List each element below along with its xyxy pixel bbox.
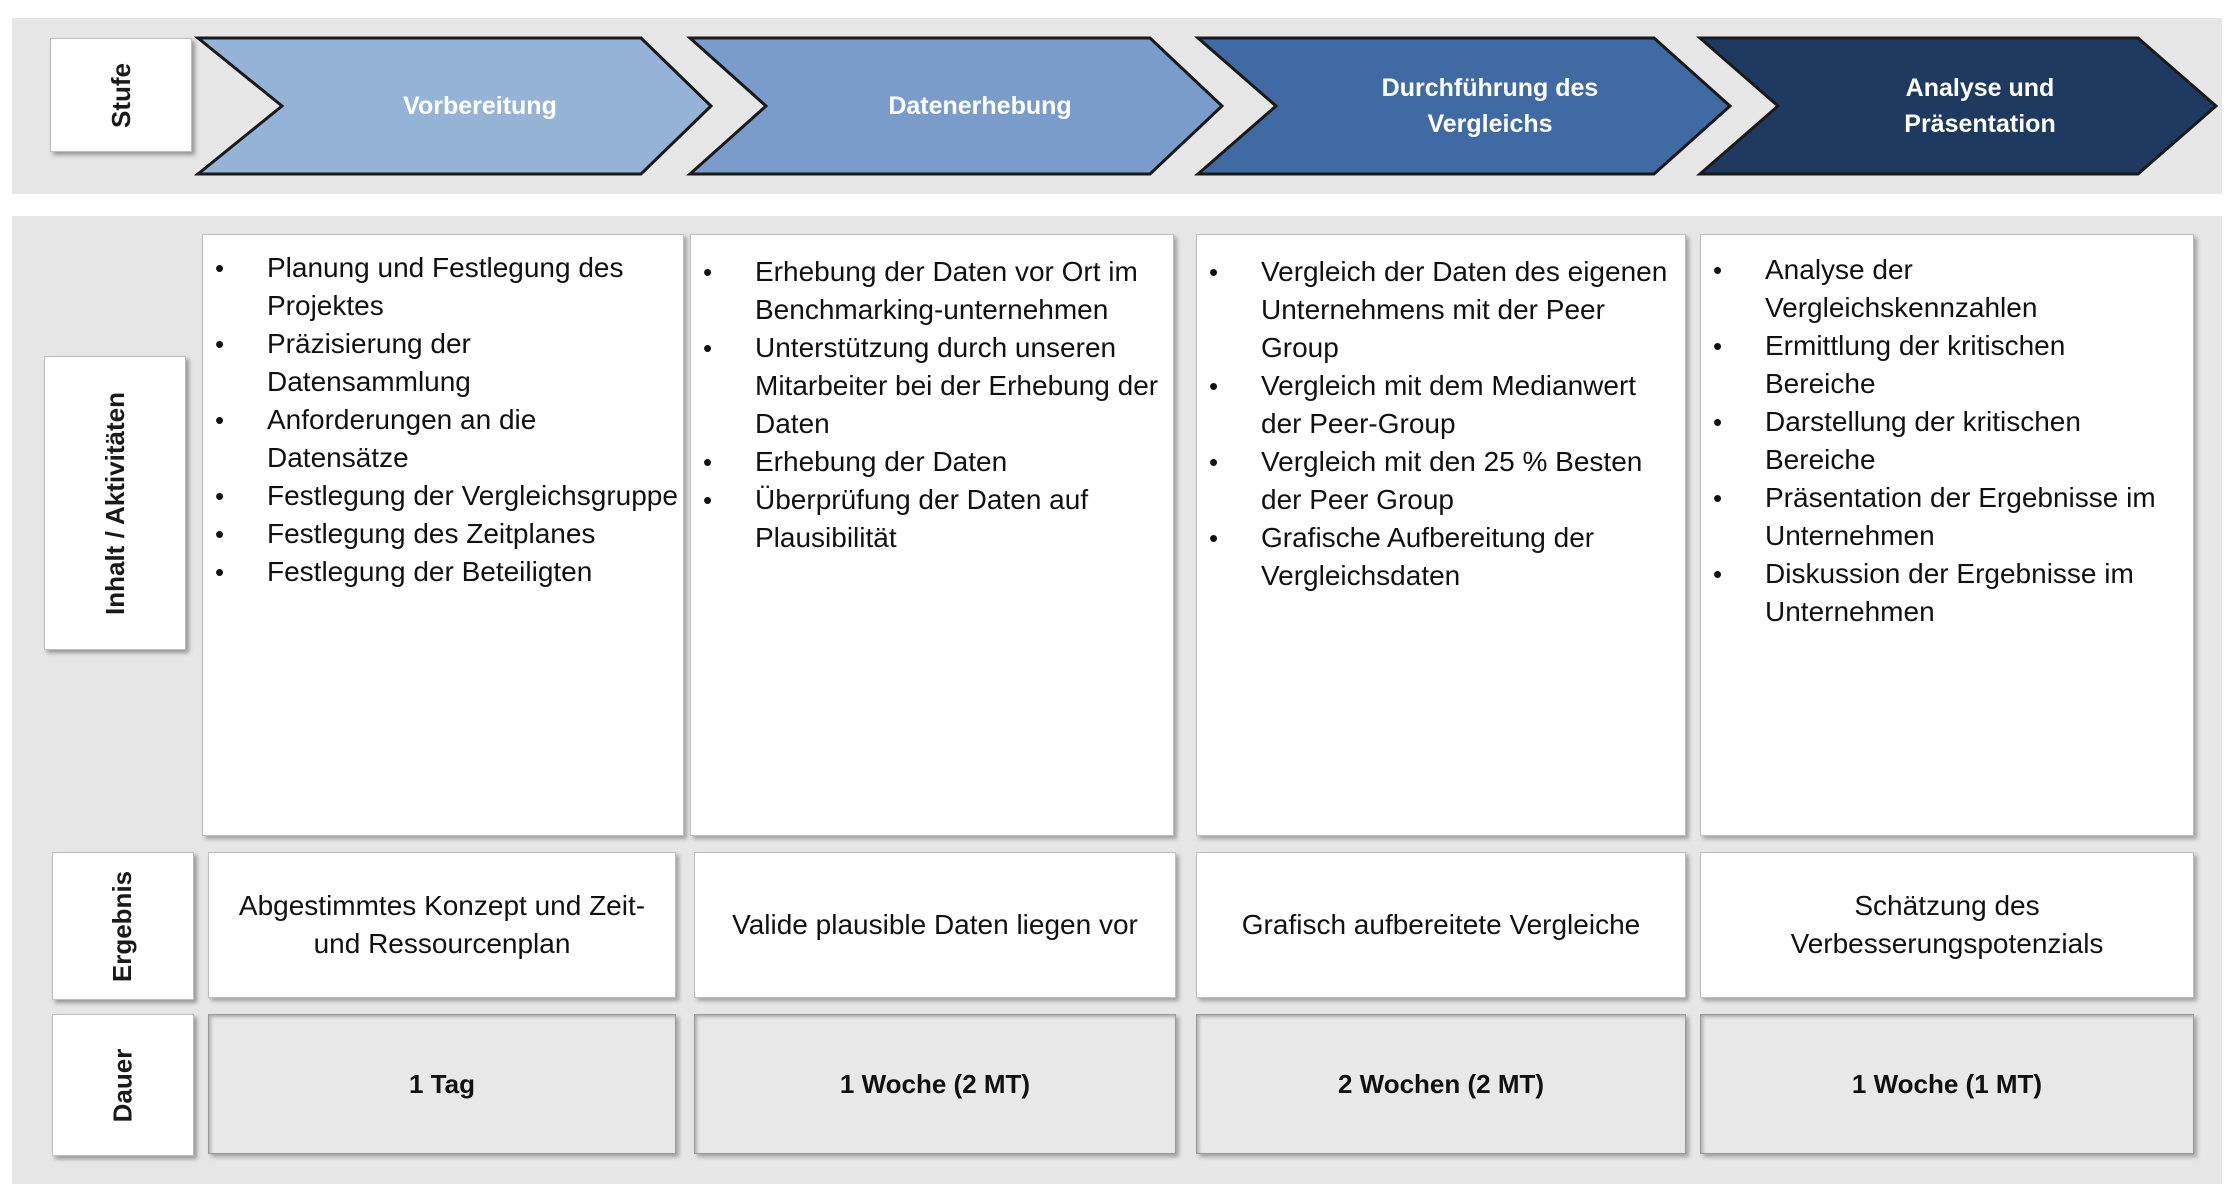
stage-title-4: Analyse und Präsentation (1904, 74, 2056, 138)
activities-box-2 (690, 234, 1174, 836)
activities-list-4 (1701, 251, 2183, 631)
content-row-label-text: Inhalt / Aktivitäten (99, 391, 130, 615)
activity-item: • Erhebung der Daten vor Ort im Benchmarking-unternehmen (691, 253, 1163, 329)
activity-item: • Erhebung der Daten (691, 443, 1163, 481)
activity-item: • Festlegung der Vergleichsgruppe (203, 477, 679, 515)
stage-row-label-text: Stufe (105, 62, 136, 128)
stage-title-3: Durchführung des Vergleichs (1381, 74, 1599, 138)
duration-row-label (52, 1014, 194, 1156)
result-box-1: Abgestimmtes Konzept und Zeit- und Ressourcenplan (208, 852, 676, 998)
content-row-label (44, 356, 186, 650)
duration-box-2: 1 Woche (2 MT) (694, 1014, 1176, 1154)
activity-item: • Diskussion der Ergebnisse im Unternehmen (1701, 555, 2183, 631)
duration-row-label-text: Dauer (107, 1048, 138, 1122)
activities-list-2 (691, 253, 1163, 557)
activities-box-3 (1196, 234, 1686, 836)
activity-item: • Vergleich der Daten des eigenen Unternehmens mit der Peer Group (1197, 253, 1675, 367)
activity-item: • Unterstützung durch unseren Mitarbeiter bei der Erhebung der Daten (691, 329, 1163, 443)
stage-title-1: Vorbereitung (403, 92, 557, 120)
result-row-label (52, 852, 194, 1000)
duration-box-1: 1 Tag (208, 1014, 676, 1154)
activity-item: • Vergleich mit dem Medianwert der Peer-Group (1197, 367, 1675, 443)
activity-item: • Überprüfung der Daten auf Plausibilität (691, 481, 1163, 557)
activity-item: • Grafische Aufbereitung der Vergleichsdaten (1197, 519, 1675, 595)
result-box-3: Grafisch aufbereitete Vergleiche (1196, 852, 1686, 998)
activity-item: • Präzisierung der Datensammlung (203, 325, 679, 401)
activities-list-1 (203, 249, 679, 591)
activity-item: • Festlegung der Beteiligten (203, 553, 679, 591)
result-box-2: Valide plausible Daten liegen vor (694, 852, 1176, 998)
activity-item: • Präsentation der Ergebnisse im Unternehmen (1701, 479, 2183, 555)
activities-box-4 (1700, 234, 2194, 836)
stage-title-2: Datenerhebung (888, 92, 1072, 120)
activities-box-1 (202, 234, 684, 836)
activities-list-3 (1197, 253, 1675, 595)
activity-item: • Darstellung der kritischen Bereiche (1701, 403, 2183, 479)
result-row-label-text: Ergebnis (107, 870, 138, 982)
duration-box-3: 2 Wochen (2 MT) (1196, 1014, 1686, 1154)
activity-item: • Festlegung des Zeitplanes (203, 515, 679, 553)
result-box-4: Schätzung des Verbesserungspotenzials (1700, 852, 2194, 998)
activity-item: • Planung und Festlegung des Projektes (203, 249, 679, 325)
activity-item: • Ermittlung der kritischen Bereiche (1701, 327, 2183, 403)
duration-box-4: 1 Woche (1 MT) (1700, 1014, 2194, 1154)
activity-item: • Analyse der Vergleichskennzahlen (1701, 251, 2183, 327)
activity-item: • Vergleich mit den 25 % Besten der Peer Group (1197, 443, 1675, 519)
activity-item: • Anforderungen an die Datensätze (203, 401, 679, 477)
